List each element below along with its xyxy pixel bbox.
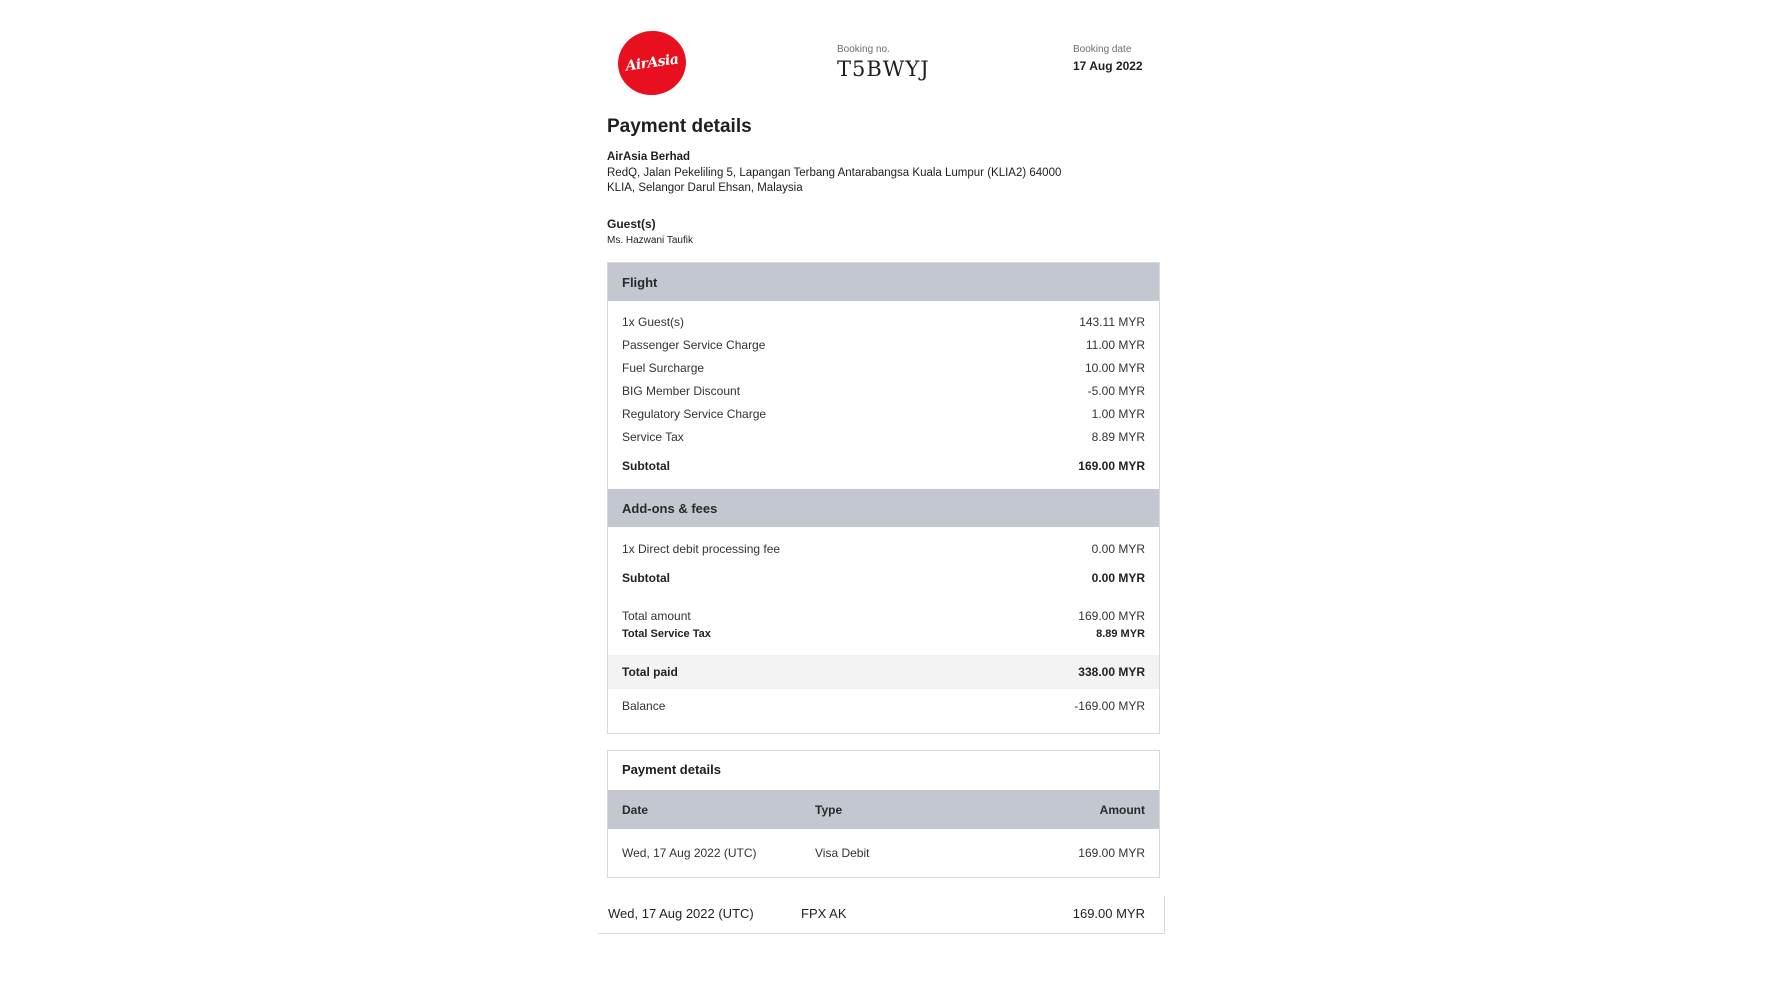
fare-breakdown: [607, 262, 1160, 734]
table-row: [598, 893, 1158, 933]
total-amount-row: Total amount 169.00 MYR: [622, 609, 1145, 623]
booking-number-value: T5BWYJ: [837, 57, 930, 81]
airasia-logo: AirAsia: [614, 27, 690, 100]
flight-line-item: Service Tax 8.89 MYR: [622, 430, 1145, 444]
payment-amount: 169.00 MYR: [1072, 905, 1145, 921]
flight-line-item: BIG Member Discount -5.00 MYR: [622, 384, 1145, 398]
addon-line-item: 1x Direct debit processing fee 0.00 MYR: [622, 542, 1145, 556]
payment-type: FPX AK: [801, 905, 847, 921]
company-block: [607, 150, 1061, 197]
guests-label: Guest(s): [607, 217, 656, 231]
flight-line-item: Regulatory Service Charge 1.00 MYR: [622, 407, 1145, 421]
payment-table-title: Payment details: [622, 762, 721, 777]
column-header-date: Date: [622, 802, 649, 817]
balance-row: Balance -169.00 MYR: [622, 699, 1145, 713]
table-border: [598, 933, 1165, 934]
payment-amount: 169.00 MYR: [1078, 846, 1145, 860]
booking-date-value: 17 Aug 2022: [1073, 59, 1143, 73]
addons-subtotal: Subtotal 0.00 MYR: [622, 571, 1145, 585]
table-border: [1164, 896, 1165, 933]
payment-date: Wed, 17 Aug 2022 (UTC): [608, 905, 754, 921]
company-address-line2: KLIA, Selangor Darul Ehsan, Malaysia: [607, 182, 803, 194]
payment-date: Wed, 17 Aug 2022 (UTC): [622, 846, 757, 860]
payment-table: [607, 750, 1160, 878]
table-row: [608, 842, 1159, 864]
flight-line-item: 1x Guest(s) 143.11 MYR: [622, 315, 1145, 329]
booking-number-label: Booking no.: [837, 44, 890, 55]
page-title: Payment details: [607, 116, 752, 137]
company-address-line1: RedQ, Jalan Pekeliling 5, Lapangan Terbang Antarabangsa Kuala Lumpur (KLIA2) 64000: [607, 166, 1062, 179]
flight-section-header: Flight: [608, 263, 1159, 301]
booking-date: [1073, 44, 1143, 73]
booking-date-label: Booking date: [1073, 44, 1132, 55]
guests-block: [607, 217, 693, 246]
flight-subtotal: Subtotal 169.00 MYR: [622, 459, 1145, 473]
payment-table-header: [608, 790, 1159, 829]
booking-number: [837, 44, 930, 81]
guest-name: Ms. Hazwani Taufik: [607, 235, 693, 246]
column-header-amount: Amount: [1099, 802, 1145, 817]
column-header-type: Type: [815, 802, 843, 817]
flight-line-item: Passenger Service Charge 11.00 MYR: [622, 338, 1145, 352]
total-paid-row: Total paid 338.00 MYR: [622, 665, 1145, 679]
company-name: AirAsia Berhad: [607, 151, 691, 163]
flight-line-item: Fuel Surcharge 10.00 MYR: [622, 361, 1145, 375]
payment-type: Visa Debit: [815, 846, 870, 860]
total-service-tax-row: Total Service Tax 8.89 MYR: [622, 628, 1145, 640]
addons-section-header: Add-ons & fees: [608, 489, 1159, 527]
